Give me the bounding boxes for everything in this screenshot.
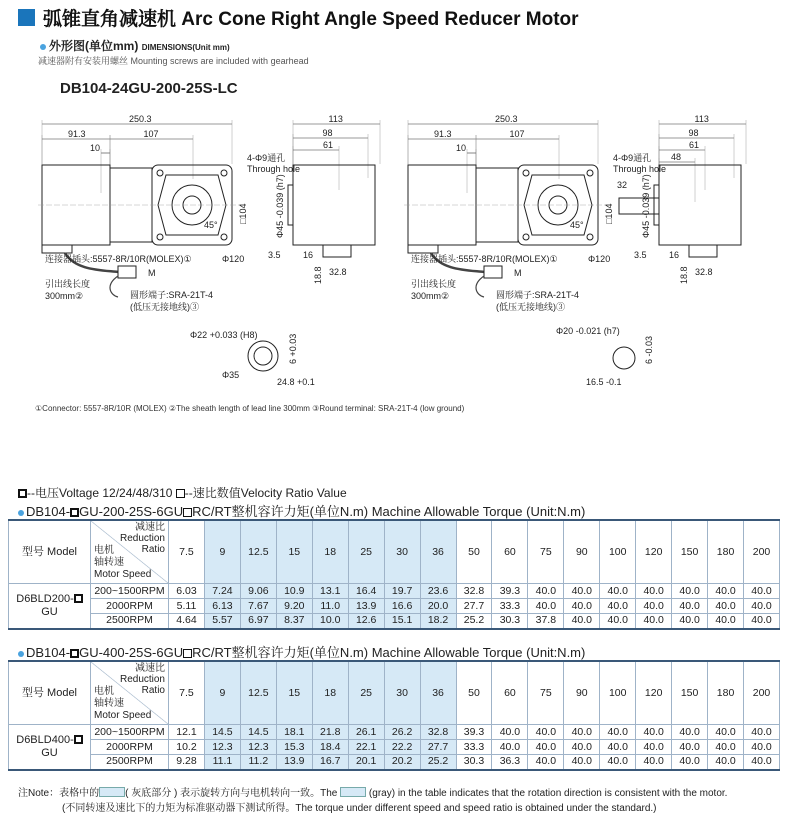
torque-cell: 19.7 [384,584,420,599]
dimension-drawing [0,100,790,400]
torque-cell: 9.20 [276,599,312,614]
torque-cell: 36.3 [492,755,528,770]
speed-cell: 200~1500RPM [91,725,169,740]
torque-cell: 7.67 [240,599,276,614]
t1-post: GU-200-25S-6GU [79,504,184,519]
torque-cell: 40.0 [672,755,708,770]
model-number: DB104-24GU-200-25S-LC [60,80,238,97]
mount-hole [157,234,163,240]
torque-cell: 40.0 [672,599,708,614]
side-body [293,165,375,245]
torque-cell: 40.0 [672,740,708,755]
square-label: □104 [238,203,248,224]
table-row [9,614,780,629]
voltage-square-icon [18,489,27,498]
torque-cell: 27.7 [456,599,492,614]
torque-cell: 15.1 [384,614,420,629]
dim-113: 113 [328,114,343,124]
torque-cell: 30.3 [492,614,528,629]
bore-detail-outer [248,341,278,371]
connector-label: 连接器插头:5557-8R/10R(MOLEX)① [45,254,192,264]
ratio-header: 180 [708,520,744,584]
dim-motor: 91.3 [68,129,86,139]
dim-16: 16 [303,250,314,260]
torque-cell: 40.0 [744,614,780,629]
torque-cell: 20.2 [384,755,420,770]
speed-cell: 2000RPM [91,599,169,614]
angle-label: 45° [204,220,218,230]
torque-cell: 40.0 [600,614,636,629]
torque-cell: 40.0 [744,599,780,614]
torque-cell: 4.64 [169,614,205,629]
dim-motor: 91.3 [434,129,452,139]
lead-length-value: 300mm② [411,291,450,301]
dim-3-5: 3.5 [268,250,281,260]
torque-cell: 32.8 [456,584,492,599]
mount-hole [221,234,227,240]
model-cell: D6BLD200-GU [9,584,91,629]
ratio-header: 100 [600,661,636,725]
torque-cell: 40.0 [528,584,564,599]
legend-ratio: --速比数值Velocity Ratio Value [184,486,347,500]
torque-cell: 18.2 [420,614,456,629]
torque-cell: 33.3 [492,599,528,614]
side-connector [323,245,351,257]
ratio-header: 12.5 [240,520,276,584]
table-row [9,584,780,599]
terminal-note: (低压无接地线)③ [130,302,199,312]
m-label: M [148,268,156,278]
torque-cell: 6.13 [204,599,240,614]
torque-cell: 37.8 [528,614,564,629]
torque-cell: 40.0 [528,725,564,740]
terminal-label: 圆形端子:SRA-21T-4 [496,290,580,300]
torque-cell: 20.0 [420,599,456,614]
speed-cell: 200~1500RPM [91,584,169,599]
torque-cell: 39.3 [456,725,492,740]
ratio-header: 9 [204,661,240,725]
dim-32: 32 [617,180,628,190]
bore-label: Φ22 +0.033 (H8) [190,330,258,340]
torque-cell: 40.0 [744,725,780,740]
drawing-footnote: ①Connector: 5557-8R/10R (MOLEX) ②The sheath length of lead line 300mm ③Round terminal: SRA-21T-4 (low ground) [35,404,465,413]
page-title [18,4,579,31]
ratio-speed-header [91,662,168,724]
ratio-header: 7.5 [169,520,205,584]
torque-cell: 40.0 [708,725,744,740]
torque-cell: 11.0 [312,599,348,614]
speed-cn1: 电机 [94,545,114,556]
torque-cell: 26.1 [348,725,384,740]
torque-cell: 40.0 [564,584,600,599]
ratio-square-icon [176,489,185,498]
connector [484,266,502,278]
torque-cell: 6.97 [240,614,276,629]
motor-base [42,245,72,253]
through-hole-label-en: Through hole [613,164,667,174]
mount-hole [587,234,593,240]
torque-cell: 13.1 [312,584,348,599]
torque-cell: 5.11 [169,599,205,614]
mount-hole [221,170,227,176]
key-depth-label: 6 -0.03 [644,335,654,364]
voltage-square-icon [70,508,79,517]
torque-cell: 40.0 [672,725,708,740]
ratio-header: 180 [708,661,744,725]
ratio-square-icon [183,508,192,517]
ratio-header: 75 [528,520,564,584]
torque-cell: 15.3 [276,740,312,755]
dim-98: 98 [688,128,699,138]
ratio-header: 25 [348,661,384,725]
dim-98: 98 [322,128,333,138]
torque-cell: 40.0 [528,599,564,614]
torque-cell: 40.0 [636,725,672,740]
shaft-detail [613,347,635,369]
output-shaft [619,198,659,214]
ratio-header: 15 [276,661,312,725]
table-row [9,740,780,755]
speed-cn2: 轴转速 [94,698,124,709]
dim-18-8: 18.8 [313,266,323,284]
mount-hole [587,170,593,176]
model-cell: D6BLD400-GU [9,725,91,770]
key-width-label: 24.8 +0.1 [277,377,315,387]
ratio-header: 50 [456,520,492,584]
side-pilot [654,185,659,225]
torque-cell: 40.0 [528,740,564,755]
dimensions-heading-cn: 外形图(单位mm) [49,39,139,53]
torque-cell: 27.7 [420,740,456,755]
torque-cell: 8.37 [276,614,312,629]
torque-cell: 23.6 [420,584,456,599]
torque-cell: 40.0 [600,584,636,599]
torque-cell: 21.8 [312,725,348,740]
torque-cell: 40.0 [492,725,528,740]
torque-cell: 40.0 [708,614,744,629]
torque-cell: 13.9 [348,599,384,614]
motor-base [408,245,438,253]
ratio-header: 200 [744,661,780,725]
mount-hole [523,234,529,240]
torque-cell: 30.3 [456,755,492,770]
torque-cell: 32.8 [420,725,456,740]
dim-total: 250.3 [495,114,518,124]
speed-cell: 2500RPM [91,614,169,629]
ratio-speed-header [91,521,168,583]
through-hole-label-cn: 4-Φ9通孔 [247,153,286,163]
torque-cell: 14.5 [204,725,240,740]
ratio-header: 50 [456,661,492,725]
ratio-en1: Reduction [119,533,165,544]
torque-cell: 40.0 [744,740,780,755]
phi45-label: Φ45 -0.039 (h7) [275,174,285,238]
key-width-label: 16.5 -0.1 [586,377,622,387]
bore-detail-inner [254,347,272,365]
lead-length-value: 300mm② [45,291,84,301]
torque-cell: 33.3 [456,740,492,755]
torque-cell: 18.4 [312,740,348,755]
note-line-1 [18,784,727,799]
torque-cell: 40.0 [564,599,600,614]
mount-hole [157,170,163,176]
ratio-header: 18 [312,661,348,725]
dim-3-5: 3.5 [634,250,647,260]
torque-cell: 9.28 [169,755,205,770]
torque-cell: 40.0 [744,584,780,599]
torque-cell: 10.9 [276,584,312,599]
ratio-header: 30 [384,661,420,725]
t1-end: RC/RT整机容许力矩(单位N.m) Machine Allowable Torque (Unit:N.m) [192,504,586,519]
side-body [659,165,741,245]
legend [18,484,347,501]
dim-10: 10 [90,143,101,153]
ratio-square-icon [183,649,192,658]
ratio-header: 9 [204,520,240,584]
table-row [9,725,780,740]
title-marker [18,9,35,26]
ratio-en2: Ratio [141,544,165,555]
torque-cell: 6.03 [169,584,205,599]
dim-48: 48 [671,152,682,162]
ratio-header: 12.5 [240,661,276,725]
dim-16: 16 [669,250,680,260]
model-header: 型号 Model [9,520,91,584]
phi45-label: Φ45 -0.039 (h7) [641,174,651,238]
torque-cell: 11.2 [240,755,276,770]
ratio-header: 100 [600,520,636,584]
torque-cell: 40.0 [744,755,780,770]
table-title-1 [18,501,585,520]
through-hole-label-cn: 4-Φ9通孔 [613,153,652,163]
torque-cell: 40.0 [636,584,672,599]
phi120-label: Φ120 [588,254,611,264]
connector [118,266,136,278]
torque-cell: 12.3 [204,740,240,755]
gray-swatch [99,787,125,797]
speed-cn1: 电机 [94,686,114,697]
t1-pre: DB104- [26,504,71,519]
speed-cn2: 轴转速 [94,557,124,568]
angle-label: 45° [570,220,584,230]
ratio-header: 200 [744,520,780,584]
torque-cell: 40.0 [564,740,600,755]
side-connector [689,245,717,257]
ratio-header: 75 [528,661,564,725]
torque-cell: 40.0 [672,614,708,629]
note-b: ( 灰底部分 ) 表示旋转方向与电机转向一致。The [125,788,338,799]
legend-voltage: --电压Voltage 12/24/48/310 [27,486,173,500]
gray-swatch [340,787,366,797]
torque-cell: 25.2 [420,755,456,770]
torque-cell: 40.0 [636,740,672,755]
note-line-2: (不同转速及速比下的力矩为标准驱动器下测试所得。The torque under different speed and speed ratio is obtained under the standard.) [62,803,657,814]
torque-cell: 25.2 [456,614,492,629]
torque-cell: 10.2 [169,740,205,755]
ratio-header: 7.5 [169,661,205,725]
torque-cell: 40.0 [600,755,636,770]
torque-cell: 5.57 [204,614,240,629]
torque-cell: 40.0 [600,599,636,614]
torque-cell: 40.0 [600,725,636,740]
dimensions-heading [40,37,230,54]
terminal-label: 圆形端子:SRA-21T-4 [130,290,214,300]
dim-18-8: 18.8 [679,266,689,284]
table-title-2 [18,642,585,661]
torque-cell: 20.1 [348,755,384,770]
m-label: M [514,268,522,278]
torque-cell: 40.0 [528,755,564,770]
torque-cell: 11.1 [204,755,240,770]
ground-wire [476,276,484,297]
ratio-en2: Ratio [141,685,165,696]
ground-wire [110,276,118,297]
torque-cell: 7.24 [204,584,240,599]
torque-cell: 12.6 [348,614,384,629]
table-row [9,755,780,770]
screws-note: 减速器附有安装用螺丝 Mounting screws are included with gearhead [38,56,309,66]
note-c: (gray) in the table indicates that the rotation direction is consistent with the motor. [368,788,728,799]
side-pilot [288,185,293,225]
dim-gear: 107 [143,129,159,139]
through-hole-label-en: Through hole [247,164,301,174]
torque-cell: 26.2 [384,725,420,740]
torque-cell: 40.0 [708,740,744,755]
dim-gear: 107 [509,129,525,139]
phi35-label: Φ35 [222,370,240,380]
torque-cell: 40.0 [492,740,528,755]
ratio-header: 60 [492,661,528,725]
torque-cell: 12.1 [169,725,205,740]
table-row [9,599,780,614]
torque-cell: 40.0 [708,584,744,599]
torque-table-200 [8,519,780,630]
ratio-header: 25 [348,520,384,584]
t2-post: GU-400-25S-6GU [79,645,184,660]
torque-cell: 40.0 [564,755,600,770]
torque-cell: 40.0 [636,599,672,614]
torque-cell: 40.0 [672,584,708,599]
torque-cell: 16.7 [312,755,348,770]
ratio-header: 150 [672,661,708,725]
torque-cell: 40.0 [564,725,600,740]
torque-cell: 18.1 [276,725,312,740]
phi120-label: Φ120 [222,254,245,264]
ratio-header: 36 [420,661,456,725]
dim-32-8: 32.8 [329,267,347,277]
mount-hole [523,170,529,176]
torque-cell: 9.06 [240,584,276,599]
torque-table-400 [8,660,780,771]
speed-cell: 2500RPM [91,755,169,770]
voltage-square-icon [74,735,83,744]
ratio-header: 90 [564,661,600,725]
torque-cell: 22.1 [348,740,384,755]
terminal-note: (低压无接地线)③ [496,302,565,312]
dim-10: 10 [456,143,467,153]
dimensions-heading-en: DIMENSIONS(Unit mm) [141,43,230,52]
torque-cell: 40.0 [636,755,672,770]
speed-cell: 2000RPM [91,740,169,755]
torque-cell: 16.6 [384,599,420,614]
dim-61: 61 [323,140,334,150]
title-text: 弧锥直角减速机 Arc Cone Right Angle Speed Reducer Motor [43,9,579,30]
connector-label: 连接器插头:5557-8R/10R(MOLEX)① [411,254,558,264]
torque-cell: 39.3 [492,584,528,599]
ratio-header: 120 [636,661,672,725]
torque-cell: 40.0 [564,614,600,629]
lead-length-label: 引出线长度 [45,279,91,289]
ratio-header: 36 [420,520,456,584]
note-a: 注Note：表格中的 [18,788,100,799]
ratio-header: 150 [672,520,708,584]
ratio-cn: 减速比 [135,522,165,533]
t2-pre: DB104- [26,645,71,660]
torque-cell: 13.9 [276,755,312,770]
speed-en: Motor Speed [94,710,152,721]
square-label: □104 [604,203,614,224]
dim-total: 250.3 [129,114,152,124]
key-depth-label: 6 +0.03 [288,333,298,364]
torque-cell: 40.0 [636,614,672,629]
torque-cell: 40.0 [708,599,744,614]
torque-cell: 40.0 [600,740,636,755]
ratio-header: 18 [312,520,348,584]
ratio-header: 15 [276,520,312,584]
torque-cell: 12.3 [240,740,276,755]
model-header: 型号 Model [9,661,91,725]
torque-cell: 14.5 [240,725,276,740]
dim-32-8: 32.8 [695,267,713,277]
speed-en: Motor Speed [94,569,152,580]
torque-cell: 10.0 [312,614,348,629]
ratio-cn: 减速比 [135,663,165,674]
torque-cell: 22.2 [384,740,420,755]
t2-end: RC/RT整机容许力矩(单位N.m) Machine Allowable Torque (Unit:N.m) [192,645,586,660]
ratio-en1: Reduction [119,674,165,685]
dim-61: 61 [689,140,700,150]
ratio-header: 120 [636,520,672,584]
lead-length-label: 引出线长度 [411,279,457,289]
ratio-header: 90 [564,520,600,584]
torque-cell: 16.4 [348,584,384,599]
torque-cell: 40.0 [708,755,744,770]
voltage-square-icon [74,594,83,603]
ratio-header: 60 [492,520,528,584]
dim-113: 113 [694,114,709,124]
ratio-header: 30 [384,520,420,584]
voltage-square-icon [70,649,79,658]
shaft-label: Φ20 -0.021 (h7) [556,326,620,336]
